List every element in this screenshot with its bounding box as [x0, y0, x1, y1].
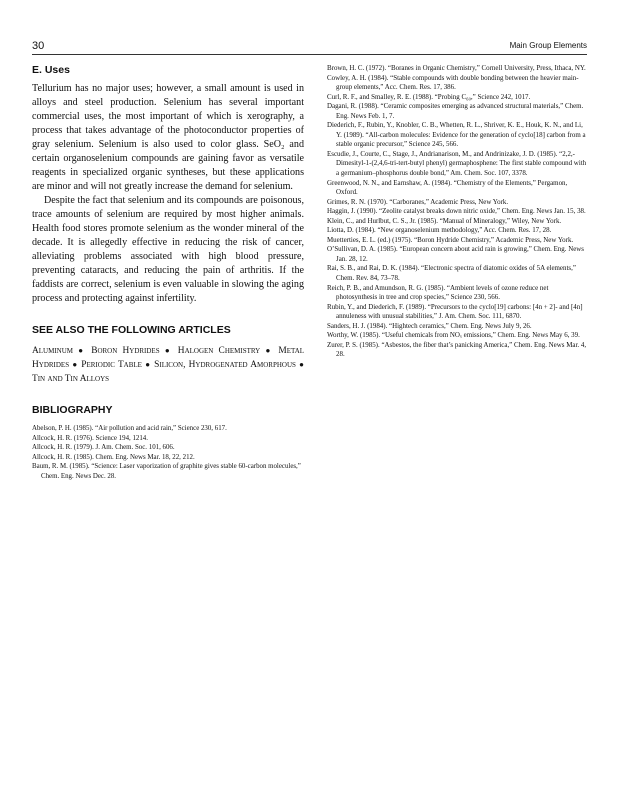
reference-entry: Brown, H. C. (1972). “Boranes in Organic Chemistry,” Cornell University, Press, Ithaca, NY.	[327, 64, 586, 72]
reference-entry: Worthy, W. (1985). “Useful chemicals from NOₓ emissions,” Chem. Eng. News May 6, 39.	[327, 331, 580, 340]
reference-entry: Rubin, Y., and Diederich, F. (1989). “Precursors to the cyclo[19] carbons: [4n + 2]- and [4n] annuleness with unusual stabilities,” J. Am. Chem. Soc. 111, 6870.	[327, 302, 583, 321]
reference-entry: Greenwood, N. N., and Earnshaw, A. (1984). “Chemistry of the Elements,” Pergamon, Oxford.	[327, 178, 568, 197]
reference-entry: Haggin, J. (1990). “Zeolite catalyst breaks down nitric oxide,” Chem. Eng. News Jan. 15, 38.	[327, 207, 586, 216]
right-column	[327, 64, 589, 360]
see-also-article[interactable]: Aluminum	[32, 346, 73, 356]
bullet-icon: ●	[164, 346, 173, 355]
reference-entry: Dagani, R. (1988). “Ceramic composites emerging as advanced structural materials,” Chem. Eng. News Feb. 1, 7.	[327, 102, 584, 120]
reference-entry: Zurer, P. S. (1985). “Asbestos, the fiber that’s panicking America,” Chem. Eng. News Mar. 4, 28.	[327, 340, 587, 359]
reference-entry: Escudie, J., Courte, C., Stage, J., Andrianarison, M., and Andrinizake, J. D. (1985). “2,2,-Dimesityl-1-(2,4,6-tri-tert-butyl phenyl) germaphosphene: The first stable compound with a germanium–phosphorus double bond,” Am. Chem. Soc. 107, 3378.	[327, 149, 587, 178]
reference-entry: Allcock, H. R. (1976). Science 194, 1214.	[32, 434, 148, 442]
reference-entry: Klein, C., and Hurlbut, C. S., Jr. (1985). “Manual of Mineralogy,” Wiley, New York.	[327, 216, 562, 225]
left-column	[32, 64, 304, 482]
bullet-icon: ●	[72, 360, 79, 369]
bullet-icon: ●	[145, 360, 151, 369]
reference-entry: Muetterties, E. L. (ed.) (1975). “Boron Hydride Chemistry,” Academic Press, New York.	[327, 235, 574, 244]
see-also-article[interactable]: Periodic Table	[81, 360, 142, 370]
reference-entry: Baum, R. M. (1985). “Science: Laser vaporization of graphite gives stable 60-carbon molecules,” Chem. Eng. News Dec. 28.	[32, 463, 301, 480]
running-title: Main Group Elements	[509, 41, 587, 50]
see-also-article[interactable]: Tin and Tin Alloys	[32, 374, 110, 384]
bullet-icon: ●	[78, 346, 86, 355]
bibliography-right-list	[327, 64, 589, 360]
bibliography-left-list	[32, 424, 304, 482]
uses-paragraph: Tellurium has no major uses; however, a small amount is used in alloys and steel production. Selenium has several important commercial uses, the most important of which is xerography, a process that takes advantage of the photoconductor properties of gray selenium. Selenium is also used to color glass. SeO₂ and certain organoselenium compounds are gaining favor as versatile reagents in specialized organic syntheses, but these applications are minor and will not greatly increase the demand for selenium.	[32, 83, 304, 192]
reference-entry: Cowley, A. H. (1984). “Stable compounds with double bonding between the heavier main-group elements,” Acc. Chem. Res. 17, 386.	[327, 73, 579, 92]
reference-entry: Allcock, H. R. (1979). J. Am. Chem. Soc. 101, 606.	[32, 444, 175, 452]
reference-entry: Reich, P. B., and Amundson, R. G. (1985). “Ambient levels of ozone reduce net photosynthesis in tree and crop species,” Science 230, 566.	[327, 283, 549, 302]
reference-entry: Allcock, H. R. (1985). Chem. Eng. News Mar. 18, 22, 212.	[32, 453, 195, 461]
reference-entry: Liotta, D. (1984). “New organoselenium methodology,” Acc. Chem. Res. 17, 28.	[327, 226, 552, 235]
see-also-list	[32, 344, 304, 386]
see-also-article[interactable]: Boron Hydrides	[91, 346, 160, 356]
bibliography-heading: BIBLIOGRAPHY	[32, 404, 113, 416]
reference-entry: Sanders, H. J. (1984). “Hightech ceramics,” Chem. Eng. News July 9, 26.	[327, 321, 532, 330]
uses-heading: E. Uses	[32, 64, 70, 76]
see-also-article[interactable]: Silicon, Hydrogenated Amorphous	[154, 360, 296, 370]
reference-entry: Diederich, F., Rubin, Y., Knobler, C. B., Whetten, R. L., Shriver, K. E., Houk, K. N., and Li, Y. (1989). “All-carbon molecules: Evidence for the generation of cyclo[18] carbon from a stable organic precursor,” Science 245, 566.	[327, 121, 586, 149]
reference-entry: Curl, R. F., and Smalley, R. E. (1988). “Probing C₆₀,” Science 242, 1017.	[327, 92, 531, 101]
see-also-article[interactable]: Metal Hydrides	[32, 346, 305, 370]
page-header	[32, 40, 587, 55]
see-also-article[interactable]: Halogen Chemistry	[177, 346, 261, 356]
bullet-icon: ●	[299, 360, 304, 369]
reference-entry: Abelson, P. H. (1985). “Air pollution and acid rain,” Science 230, 617.	[32, 425, 227, 432]
uses-paragraph: Despite the fact that selenium and its compounds are poisonous, trace amounts of selenium are required by most higher animals. Health food stores promote selenium as the wonder mineral of the decade. It is allegedly effective in reducing the risk of cancer, alleviating problems associated with high blood pressure, preventing cataracts, and reducing the pain of arthritis. If the faddists are correct, selenium is even valuable in slowing the aging process and protecting against infertility.	[32, 195, 304, 304]
see-also-heading: SEE ALSO THE FOLLOWING ARTICLES	[32, 324, 231, 336]
reference-entry: O’Sullivan, D. A. (1985). “European concern about acid rain is growing,” Chem. Eng. News Jan. 28, 12.	[327, 245, 585, 263]
reference-entry: Grimes, R. N. (1970). “Carboranes,” Academic Press, New York.	[327, 197, 509, 206]
bullet-icon: ●	[265, 346, 274, 355]
reference-entry: Rai, S. B., and Rai, D. K. (1984). “Electronic spectra of diatomic oxides of 5A elements,” Chem. Rev. 84, 73–78.	[327, 264, 576, 283]
page-number: 30	[32, 40, 45, 52]
